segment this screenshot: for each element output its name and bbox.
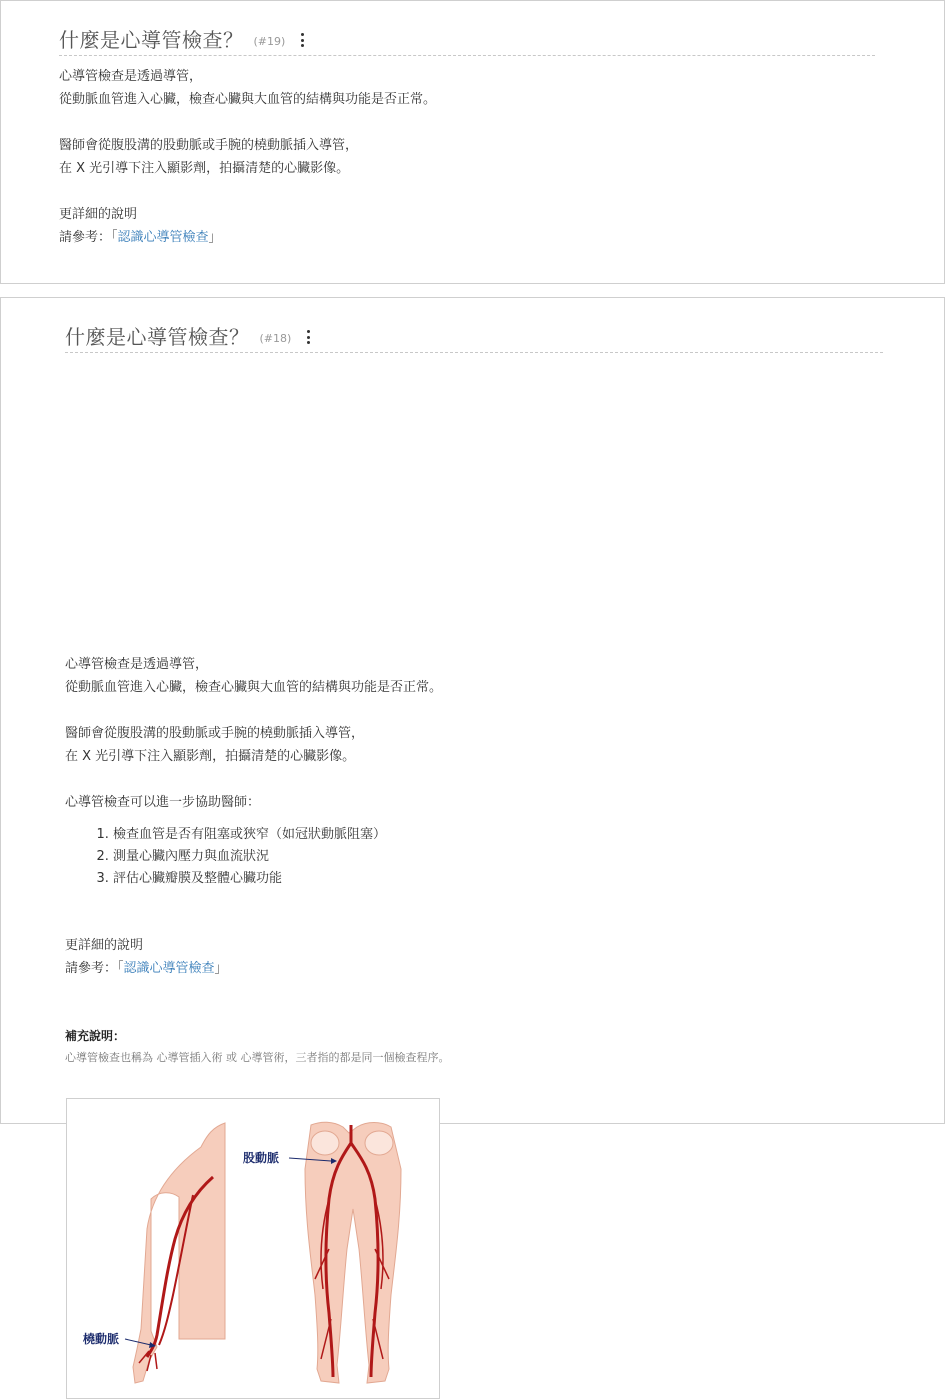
reference-suffix: 」 <box>208 230 222 245</box>
note-title: 補充說明： <box>65 1029 126 1043</box>
question-id: (#19) <box>253 34 286 48</box>
radial-label: 橈動脈 <box>83 1332 120 1346</box>
reference-prefix: 請參考：「 <box>59 230 118 245</box>
more-info-label: 更詳細的說明 <box>65 938 144 953</box>
answer-line: 醫師會從腹股溝的股動脈或手腕的橈動脈插入導管， <box>65 726 365 741</box>
artery-diagram <box>67 1099 439 1398</box>
reference-link[interactable]: 認識心導管檢查 <box>123 961 215 976</box>
answer-line: 心導管檢查是透過導管， <box>59 69 203 84</box>
purpose-list <box>65 824 442 890</box>
answer-line: 心導管檢查可以進一步協助醫師： <box>65 795 261 810</box>
answer-line: 從動脈血管進入心臟，檢查心臟與大血管的結構與功能是否正常。 <box>59 92 437 107</box>
question-card-18 <box>0 297 945 1346</box>
list-item: 3. 評估心臟瓣膜及整體心臟功能 <box>113 868 442 890</box>
note-text: 心導管檢查也稱為 心導管插入術 或 心導管術，三者指的都是同一個檢查程序。 <box>65 1051 450 1064</box>
reference-line <box>59 226 436 249</box>
reference-suffix: 」 <box>214 961 228 976</box>
more-options-icon[interactable] <box>301 33 305 47</box>
more-options-icon[interactable] <box>307 330 311 344</box>
more-info-label: 更詳細的說明 <box>59 207 138 222</box>
legs-silhouette <box>305 1122 401 1383</box>
answer-body <box>59 65 436 249</box>
question-id: (#18) <box>259 331 292 345</box>
card-header <box>59 21 875 56</box>
femoral-label: 股動脈 <box>243 1151 280 1165</box>
reference-line <box>65 957 442 980</box>
answer-line: 從動脈血管進入心臟，檢查心臟與大血管的結構與功能是否正常。 <box>65 680 443 695</box>
reference-link[interactable]: 認識心導管檢查 <box>117 230 209 245</box>
list-item: 1. 檢查血管是否有阻塞或狹窄（如冠狀動脈阻塞） <box>113 824 442 846</box>
card-header <box>65 318 883 353</box>
answer-body <box>65 653 442 980</box>
question-card-19 <box>0 0 945 284</box>
reference-prefix: 請參考：「 <box>65 961 124 976</box>
question-title: 什麼是心導管檢查？ <box>59 27 244 52</box>
artery-illustration <box>66 1098 440 1399</box>
list-item: 2. 測量心臟內壓力與血流狀況 <box>113 846 442 868</box>
answer-line: 在 X 光引導下注入顯影劑，拍攝清楚的心臟影像。 <box>59 161 350 176</box>
answer-line: 心導管檢查是透過導管， <box>65 657 209 672</box>
question-title: 什麼是心導管檢查？ <box>65 324 250 349</box>
answer-line: 在 X 光引導下注入顯影劑，拍攝清楚的心臟影像。 <box>65 749 356 764</box>
answer-line: 醫師會從腹股溝的股動脈或手腕的橈動脈插入導管， <box>59 138 359 153</box>
